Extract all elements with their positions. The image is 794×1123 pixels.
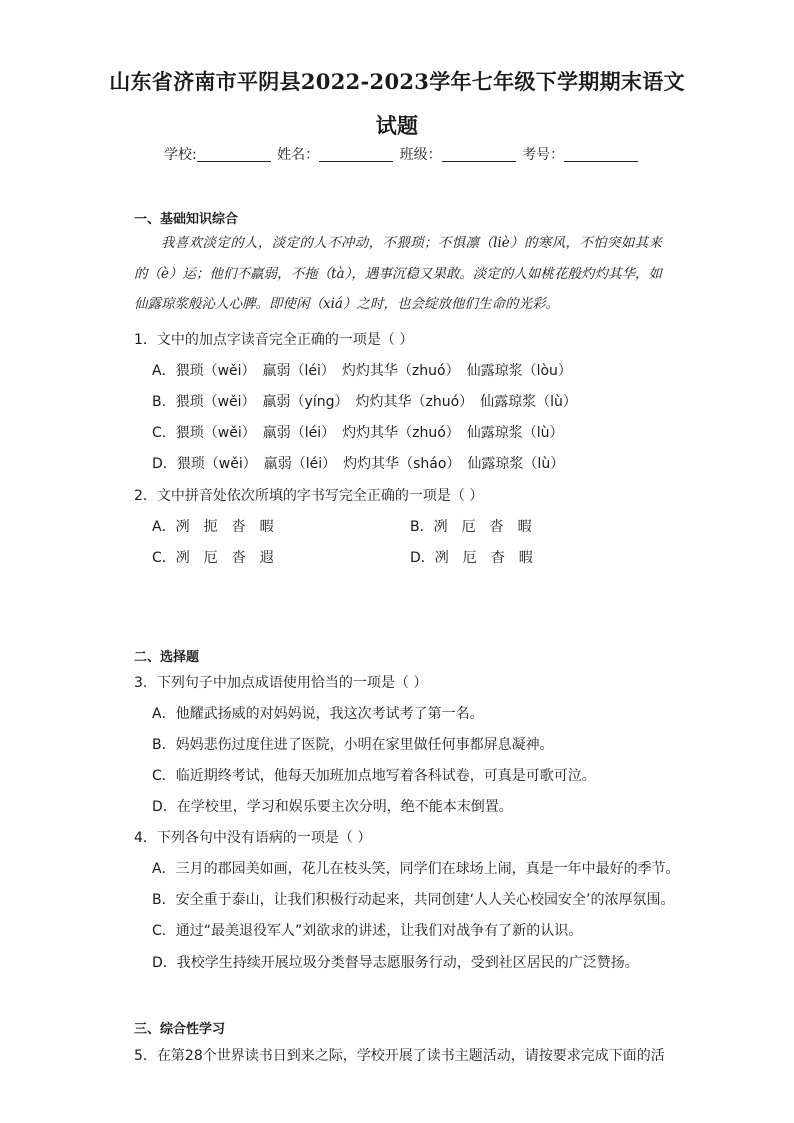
question-1-option-a[interactable]: A．猥琐（wěi） 羸弱（léi） 灼灼其华（zhuó） 仙露琼浆（lòu） <box>152 363 572 379</box>
question-3-option-a[interactable]: A．他耀武扬威的对妈妈说，我这次考试考了第一名。 <box>152 706 484 722</box>
question-2-option-c[interactable]: C．冽 厄 沓 遐 <box>152 550 274 566</box>
question-4-option-c[interactable]: C．通过“最美退役军人”刘欲求的讲述，让我们对战争有了新的认识。 <box>152 923 583 939</box>
school-label: 学校: <box>164 147 197 163</box>
question-5-stem: 5．在第28个世界读书日到来之际，学校开展了读书主题活动，请按要求完成下面的活 <box>134 1048 665 1064</box>
class-label: 班级： <box>399 147 442 163</box>
question-4-option-b[interactable]: B．安全重于泰山，让我们积极行动起来，共同创建‘人人关心校园安全’的浓厚氛围。 <box>152 892 675 908</box>
question-1-option-c[interactable]: C．猥琐（wěi） 羸弱（léi） 灼灼其华（zhuó） 仙露琼浆（lù） <box>152 425 564 441</box>
number-label: 考号： <box>522 147 565 163</box>
question-4-option-a[interactable]: A．三月的郡园美如画，花儿在枝头笑，同学们在球场上闹，真是一年中最好的季节。 <box>152 861 680 877</box>
student-info-row <box>164 144 640 164</box>
name-blank[interactable] <box>319 147 393 162</box>
name-label: 姓名： <box>277 147 320 163</box>
question-1-option-b[interactable]: B．猥琐（wěi） 羸弱（yíng） 灼灼其华（zhuó） 仙露琼浆（lù） <box>152 394 577 410</box>
question-2-option-a[interactable]: A．冽 扼 沓 暇 <box>152 519 274 535</box>
question-3-stem: 3．下列句子中加点成语使用恰当的一项是（ ） <box>134 675 428 691</box>
section-heading-1: 一、基础知识综合 <box>134 212 239 227</box>
question-2-option-d[interactable]: D．冽 厄 杳 暇 <box>410 550 533 566</box>
school-blank[interactable] <box>197 147 271 162</box>
question-3-option-b[interactable]: B．妈妈悲伤过度住进了医院，小明在家里做任何事都屏息凝神。 <box>152 737 554 753</box>
class-blank[interactable] <box>442 147 516 162</box>
section-heading-3: 三、综合性学习 <box>134 1022 226 1037</box>
reading-passage <box>134 228 662 320</box>
question-4-option-d[interactable]: D．我校学生持续开展垃圾分类督导志愿服务行动，受到社区居民的广泛赞扬。 <box>152 955 639 971</box>
number-blank[interactable] <box>564 147 638 162</box>
question-1-option-d[interactable]: D．猥琐（wěi） 羸弱（léi） 灼灼其华（sháo） 仙露琼浆（lù） <box>152 456 565 472</box>
passage-text: 我喜欢淡定的人，淡定的人不冲动，不猥琐；不惧凛（liè）的寒风，不怕突如其来的（è）运；他们不羸弱，不拖（tà），遇事沉稳又果敢。淡定的人如桃花般灼灼其华，如仙露琼浆般沁人心脾。即使闲（xiá）之时，也会绽放他们生命的光彩。 <box>134 235 662 312</box>
question-3-option-d[interactable]: D．在学校里，学习和娱乐要主次分明，绝不能本末倒置。 <box>152 799 513 815</box>
question-4-stem: 4．下列各句中没有语病的一项是（ ） <box>134 830 372 846</box>
exam-title-line1: 山东省济南市平阴县2022-2023学年七年级下学期期末语文 <box>109 69 685 94</box>
section-heading-2: 二、选择题 <box>134 650 200 665</box>
exam-title-line2: 试题 <box>375 113 419 138</box>
question-2-option-b[interactable]: B．冽 厄 沓 暇 <box>410 519 532 535</box>
question-1-stem: 1．文中的加点字读音完全正确的一项是（ ） <box>134 332 414 348</box>
question-3-option-c[interactable]: C．临近期终考试，他每天加班加点地写着各科试卷，可真是可歌可泣。 <box>152 768 596 784</box>
question-2-stem: 2．文中拼音处依次所填的字书写完全正确的一项是（ ） <box>134 488 484 504</box>
